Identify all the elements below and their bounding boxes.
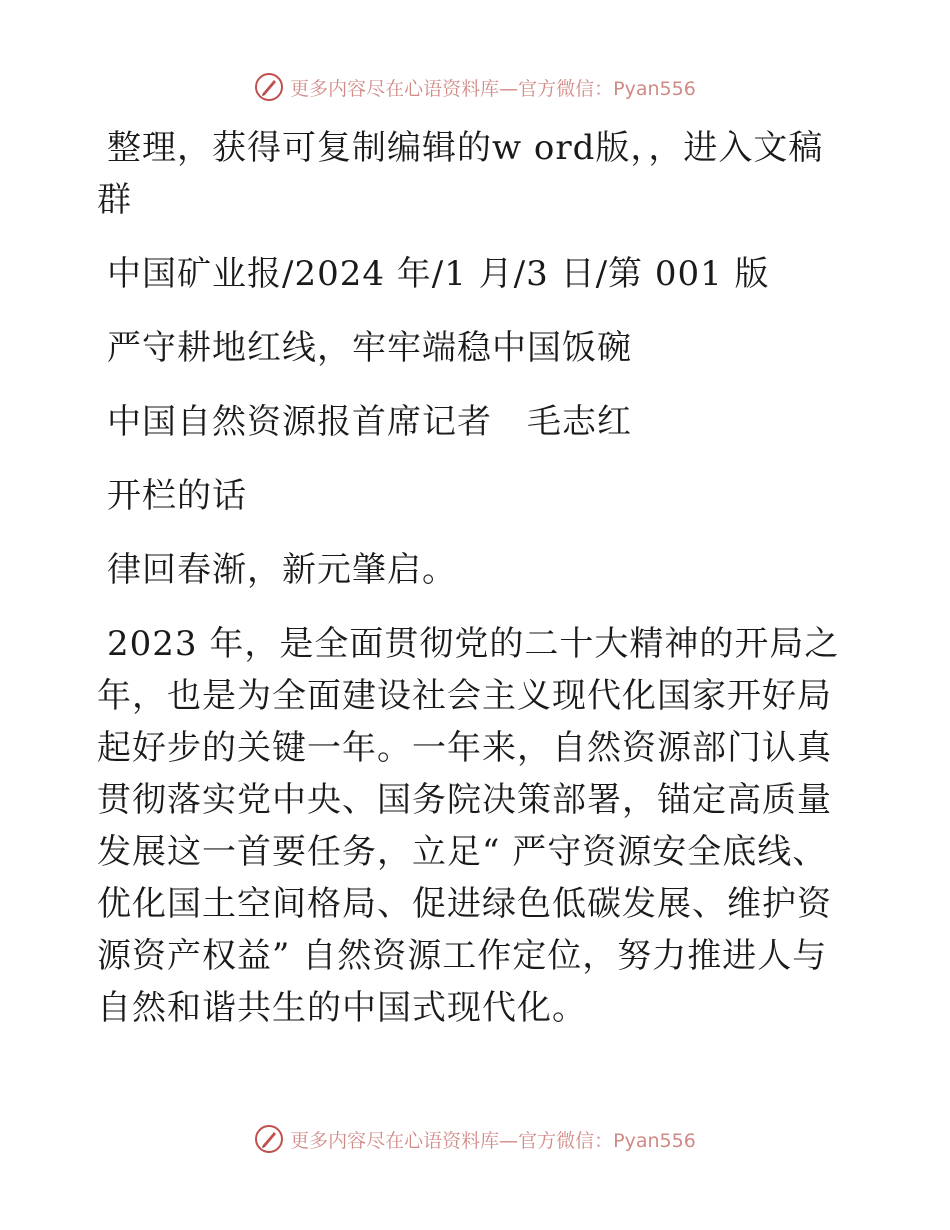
paragraph-opening: 律回春渐，新元肇启。: [107, 550, 457, 590]
header-watermark: [0, 72, 950, 102]
quill-logo-icon: [254, 1124, 284, 1154]
watermark-text: 更多内容尽在心语资料库—官方微信：Pyan556: [290, 77, 696, 100]
watermark-text: 更多内容尽在心语资料库—官方微信：Pyan556: [290, 1129, 696, 1152]
paragraph-byline: 中国自然资源报首席记者 毛志红: [107, 402, 632, 442]
footer-watermark: [0, 1124, 950, 1154]
paragraph-body: 2023 年，是全面贯彻党的二十大精神的开局之年，也是为全面建设社会主义现代化国家开好局起好步的关键一年。一年来，自然资源部门认真贯彻落实党中央、国务院决策部署，锚定高质量发展这一首要任务，立足“ 严守资源安全底线、优化国土空间格局、促进绿色低碳发展、维护资源资产权益” 自然资源工作定位，努力推进人与自然和谐共生的中国式现代化。: [97, 624, 840, 1028]
document-body: [97, 122, 853, 1034]
quill-logo-icon: [254, 72, 284, 102]
paragraph-headline: 严守耕地红线，牢牢端稳中国饭碗: [107, 328, 632, 368]
paragraph-source: 中国矿业报/2024 年/1 月/3 日/第 001 版: [107, 254, 770, 294]
paragraph-intro: 整理，获得可复制编辑的w ord版，，进入文稿群: [97, 128, 824, 220]
paragraph-column-title: 开栏的话: [107, 476, 247, 516]
